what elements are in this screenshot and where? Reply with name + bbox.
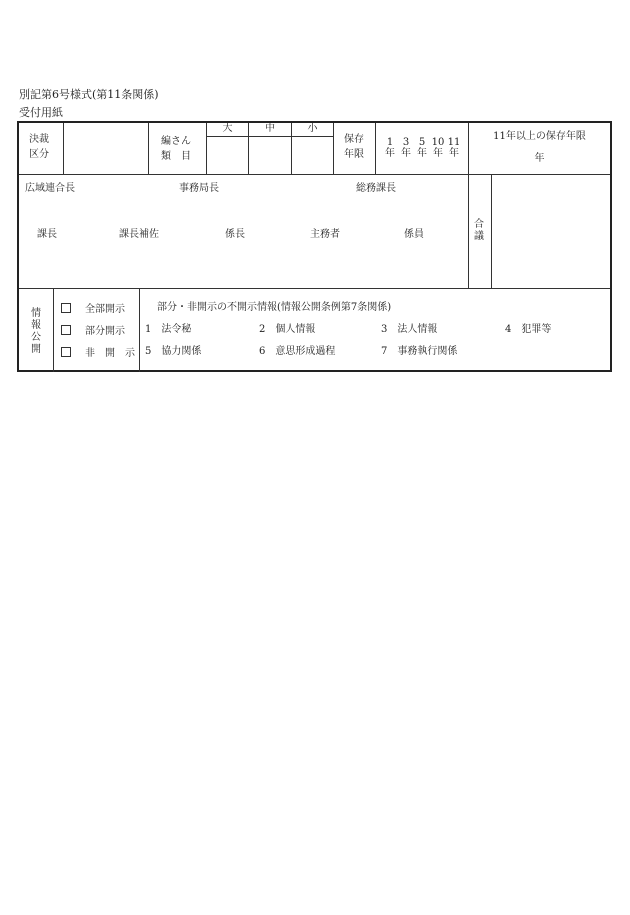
reason-label: 協力関係 — [161, 346, 202, 357]
reason-number: 2 — [259, 324, 266, 335]
col-divider — [53, 288, 54, 372]
year-option-5 — [414, 137, 430, 159]
reason-number: 3 — [381, 324, 388, 335]
reason-label: 法人情報 — [397, 324, 438, 335]
reason-5 — [145, 347, 201, 357]
reason-label: 法令秘 — [161, 324, 192, 335]
year-number: 3 — [402, 137, 410, 148]
reason-3 — [381, 325, 437, 335]
info-disclosure-char: 公 — [31, 332, 41, 343]
over-11-years-unit: 年 — [534, 153, 545, 164]
form-title: 別記第6号様式(第11条関係) — [19, 88, 159, 101]
info-disclosure-char: 開 — [31, 344, 41, 355]
form-subtitle: 受付用紙 — [19, 106, 63, 119]
checkbox-icon[interactable] — [61, 347, 71, 357]
approver-kacho-hosa: 課長補佐 — [119, 229, 159, 240]
year-number: 1 — [386, 137, 394, 148]
kessai-label: 決裁 — [29, 134, 49, 145]
hozon-label: 保存 — [344, 134, 364, 145]
col-divider — [468, 123, 469, 174]
reason-2 — [259, 325, 315, 335]
col-divider — [333, 123, 334, 174]
approver-kakariin: 係員 — [404, 229, 424, 240]
consultation-char: 議 — [474, 231, 484, 242]
reason-number: 7 — [381, 346, 388, 357]
option-full-disclosure[interactable] — [61, 303, 125, 315]
reason-label: 犯罪等 — [521, 324, 552, 335]
approver-somu-kacho: 総務課長 — [356, 183, 396, 194]
consultation-char: 合 — [474, 219, 484, 230]
year-number: 5 — [418, 137, 426, 148]
over-11-years-label: 11年以上の保存年限 — [493, 131, 586, 142]
col-divider — [375, 123, 376, 174]
col-divider — [139, 288, 140, 372]
col-divider — [63, 123, 64, 174]
reason-6 — [259, 347, 335, 357]
approver-shumusha: 主務者 — [310, 229, 340, 240]
row-divider-1 — [19, 174, 610, 175]
col-divider — [148, 123, 149, 174]
reason-7 — [381, 347, 457, 357]
reason-label: 意思形成過程 — [275, 346, 336, 357]
year-unit: 年 — [401, 148, 411, 159]
reason-number: 4 — [505, 324, 512, 335]
col-divider — [468, 174, 469, 288]
reason-number: 6 — [259, 346, 266, 357]
info-disclosure-char: 報 — [31, 320, 41, 331]
year-option-3 — [398, 137, 414, 159]
size-large-label: 大 — [222, 123, 233, 134]
year-option-1 — [382, 137, 398, 159]
year-number: 11 — [447, 137, 461, 148]
option-non-disclosure[interactable] — [61, 347, 135, 359]
option-partial-disclosure[interactable] — [61, 325, 125, 337]
kessai-label-2: 区分 — [29, 149, 49, 160]
year-number: 10 — [431, 137, 445, 148]
hozon-label-2: 年限 — [344, 149, 364, 160]
year-option-10 — [430, 137, 446, 159]
reason-label: 事務執行関係 — [397, 346, 458, 357]
checkbox-icon[interactable] — [61, 303, 71, 313]
col-divider — [491, 174, 492, 288]
size-medium-label: 中 — [265, 123, 275, 134]
size-small-label: 小 — [307, 123, 318, 134]
year-unit: 年 — [433, 148, 443, 159]
reason-label: 個人情報 — [275, 324, 316, 335]
checkbox-icon[interactable] — [61, 325, 71, 335]
year-option-11 — [446, 137, 462, 159]
info-disclosure-label — [29, 308, 43, 356]
receipt-form-table — [17, 121, 612, 372]
row-divider-2 — [19, 288, 610, 289]
approver-jimukyokucho: 事務局長 — [179, 183, 219, 194]
approver-koiki-rengocho: 広域連合長 — [25, 183, 75, 194]
approver-kacho: 課長 — [37, 229, 57, 240]
option-label: 部分開示 — [85, 326, 125, 337]
approver-kakaricho: 係長 — [225, 229, 245, 240]
hensan-label: 編さん — [161, 136, 191, 147]
info-disclosure-char: 情 — [31, 308, 41, 319]
nondisclosure-title: 部分・非開示の不開示情報(情報公開条例第7条関係) — [157, 302, 392, 313]
reason-number: 1 — [145, 324, 152, 335]
hensan-label-2: 類 目 — [161, 151, 191, 162]
reason-number: 5 — [145, 346, 152, 357]
year-unit: 年 — [417, 148, 427, 159]
size-header-divider — [206, 136, 333, 137]
year-unit: 年 — [449, 148, 459, 159]
reason-1 — [145, 325, 191, 335]
year-unit: 年 — [385, 148, 395, 159]
option-label: 非 開 示 — [85, 348, 135, 359]
reason-4 — [505, 325, 551, 335]
option-label: 全部開示 — [85, 304, 125, 315]
consultation-label — [472, 219, 486, 243]
